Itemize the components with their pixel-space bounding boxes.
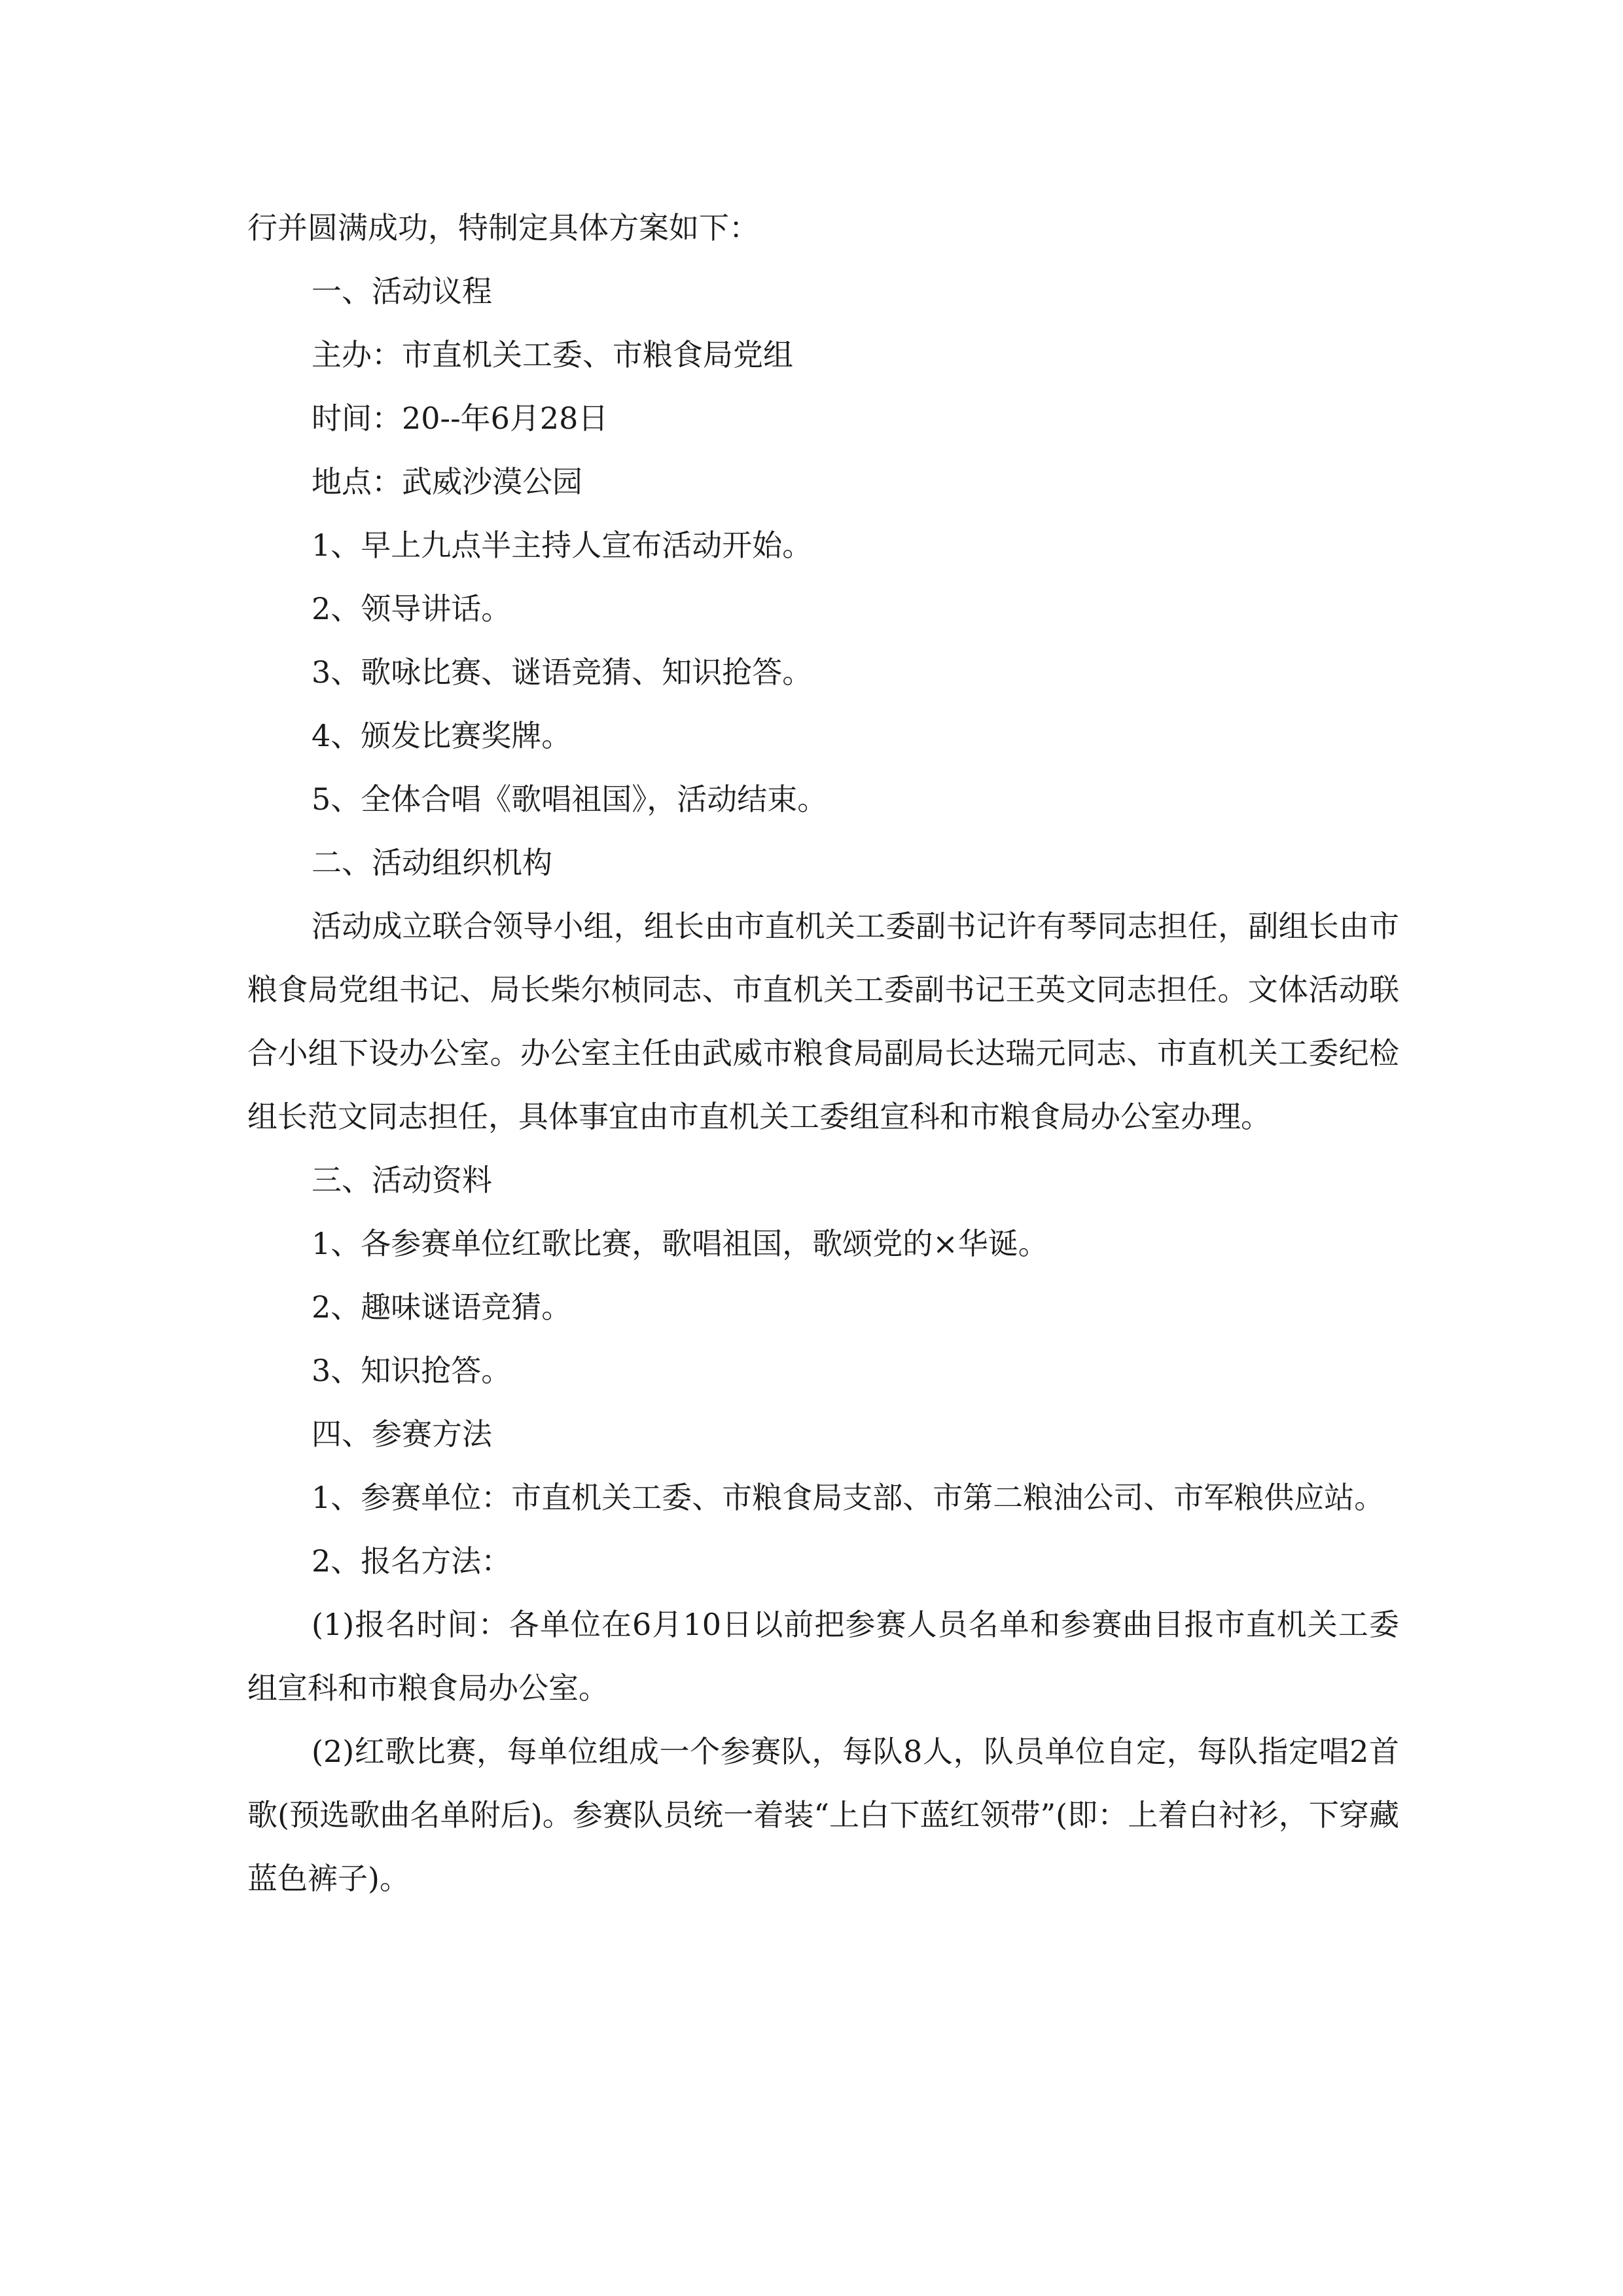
paragraph-organization: 活动成立联合领导小组，组长由市直机关工委副书记许有琴同志担任，副组长由市粮食局党组书记、局长柴尔桢同志、市直机关工委副书记王英文同志担任。文体活动联合小组下设办公室。办公室主任由武威市粮食局副局长达瑞元同志、市直机关工委纪检组长范文同志担任，具体事宜由市直机关工委组宣科和市粮食局办公室办理。 — [247, 908, 1399, 1134]
document-body — [247, 196, 1399, 1910]
heading-organization: 二、活动组织机构 — [312, 845, 552, 880]
method-subitem-1: (1)报名时间：各单位在6月10日以前把参赛人员名单和参赛曲目报市直机关工委组宣科和市粮食局办公室。 — [247, 1607, 1399, 1706]
heading-method: 四、参赛方法 — [312, 1416, 492, 1452]
paragraph-organizer: 主办：市直机关工委、市粮食局党组 — [312, 337, 793, 372]
content-item-1: 1、各参赛单位红歌比赛，歌唱祖国，歌颂党的×华诞。 — [312, 1226, 1048, 1261]
agenda-item-1: 1、早上九点半主持人宣布活动开始。 — [312, 528, 813, 563]
paragraph-time: 时间：20--年6月28日 — [312, 401, 609, 436]
method-item-1: 1、参赛单位：市直机关工委、市粮食局支部、市第二粮油公司、市军粮供应站。 — [312, 1480, 1385, 1515]
heading-content: 三、活动资料 — [312, 1162, 492, 1198]
method-subitem-2: (2)红歌比赛，每单位组成一个参赛队，每队8人，队员单位自定，每队指定唱2首歌(预选歌曲名单附后)。参赛队员统一着装“上白下蓝红领带”(即：上着白衬衫，下穿藏蓝色裤子)。 — [247, 1734, 1399, 1896]
content-item-3: 3、知识抢答。 — [312, 1353, 512, 1388]
heading-agenda: 一、活动议程 — [312, 274, 492, 309]
paragraph-intro-continuation: 行并圆满成功，特制定具体方案如下： — [247, 210, 759, 245]
agenda-item-2: 2、领导讲话。 — [312, 591, 512, 626]
agenda-item-3: 3、歌咏比赛、谜语竞猜、知识抢答。 — [312, 655, 813, 690]
method-item-2: 2、报名方法： — [312, 1543, 512, 1579]
content-item-2: 2、趣味谜语竞猜。 — [312, 1289, 572, 1325]
agenda-item-5: 5、全体合唱《歌唱祖国》，活动结束。 — [312, 781, 828, 817]
paragraph-location: 地点：武威沙漠公园 — [312, 464, 582, 499]
agenda-item-4: 4、颁发比赛奖牌。 — [312, 718, 572, 753]
